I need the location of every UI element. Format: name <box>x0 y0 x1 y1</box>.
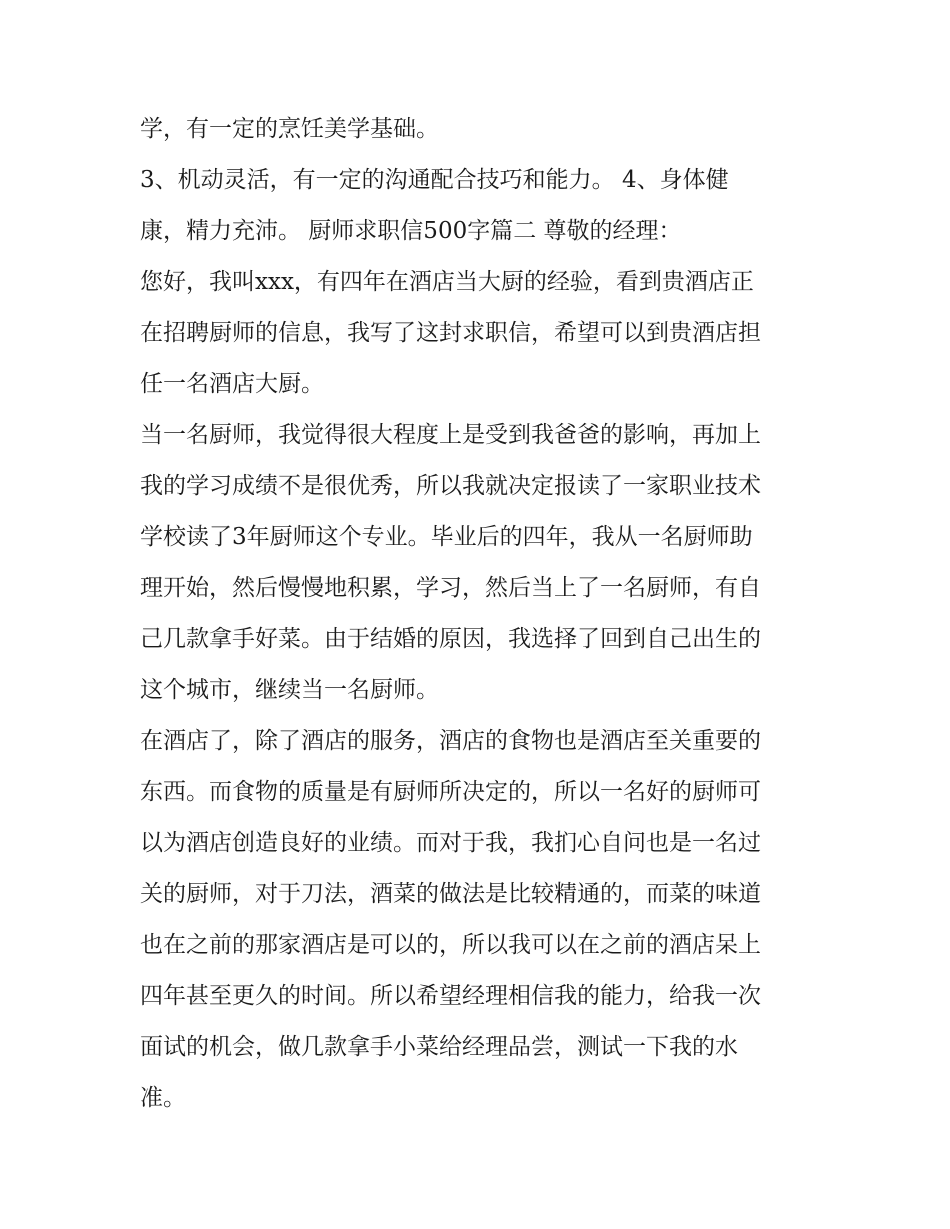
body-text <box>140 104 820 1124</box>
text-line: 以为酒店创造良好的业绩。而对于我，我扪心自问也是一名过 <box>140 830 761 856</box>
text-line: 理开始，然后慢慢地积累，学习，然后当上了一名厨师，有自 <box>140 575 761 601</box>
text-line: 学，有一定的烹饪美学基础。 <box>140 116 439 142</box>
text-line: 也在之前的那家酒店是可以的，所以我可以在之前的酒店呆上 <box>140 932 761 958</box>
text-line: 准。 <box>140 1085 186 1111</box>
text-line: 任一名酒店大厨。 <box>140 371 324 397</box>
text-line: 四年甚至更久的时间。所以希望经理相信我的能力，给我一次 <box>140 983 761 1009</box>
text-line: 当一名厨师，我觉得很大程度上是受到我爸爸的影响，再加上 <box>140 422 761 448</box>
text-line: 在酒店了，除了酒店的服务，酒店的食物也是酒店至关重要的 <box>140 728 761 754</box>
text-line: 关的厨师，对于刀法，酒菜的做法是比较精通的，而菜的味道 <box>140 881 761 907</box>
text-line: 3、机动灵活，有一定的沟通配合技巧和能力。 4、身体健 <box>140 167 729 193</box>
text-line: 这个城市，继续当一名厨师。 <box>140 677 439 703</box>
text-line: 学校读了3年厨师这个专业。毕业后的四年，我从一名厨师助 <box>140 524 753 550</box>
text-line: 己几款拿手好菜。由于结婚的原因，我选择了回到自己出生的 <box>140 626 761 652</box>
text-line: 东西。而食物的质量是有厨师所决定的，所以一名好的厨师可 <box>140 779 761 805</box>
text-line: 我的学习成绩不是很优秀，所以我就决定报读了一家职业技术 <box>140 473 761 499</box>
text-line: 康，精力充沛。 厨师求职信500字篇二 尊敬的经理： <box>140 218 682 244</box>
text-line: 在招聘厨师的信息，我写了这封求职信，希望可以到贵酒店担 <box>140 320 761 346</box>
text-line: 您好，我叫xxx，有四年在酒店当大厨的经验，看到贵酒店正 <box>140 269 754 295</box>
text-line: 面试的机会，做几款拿手小菜给经理品尝，测试一下我的水 <box>140 1034 738 1060</box>
